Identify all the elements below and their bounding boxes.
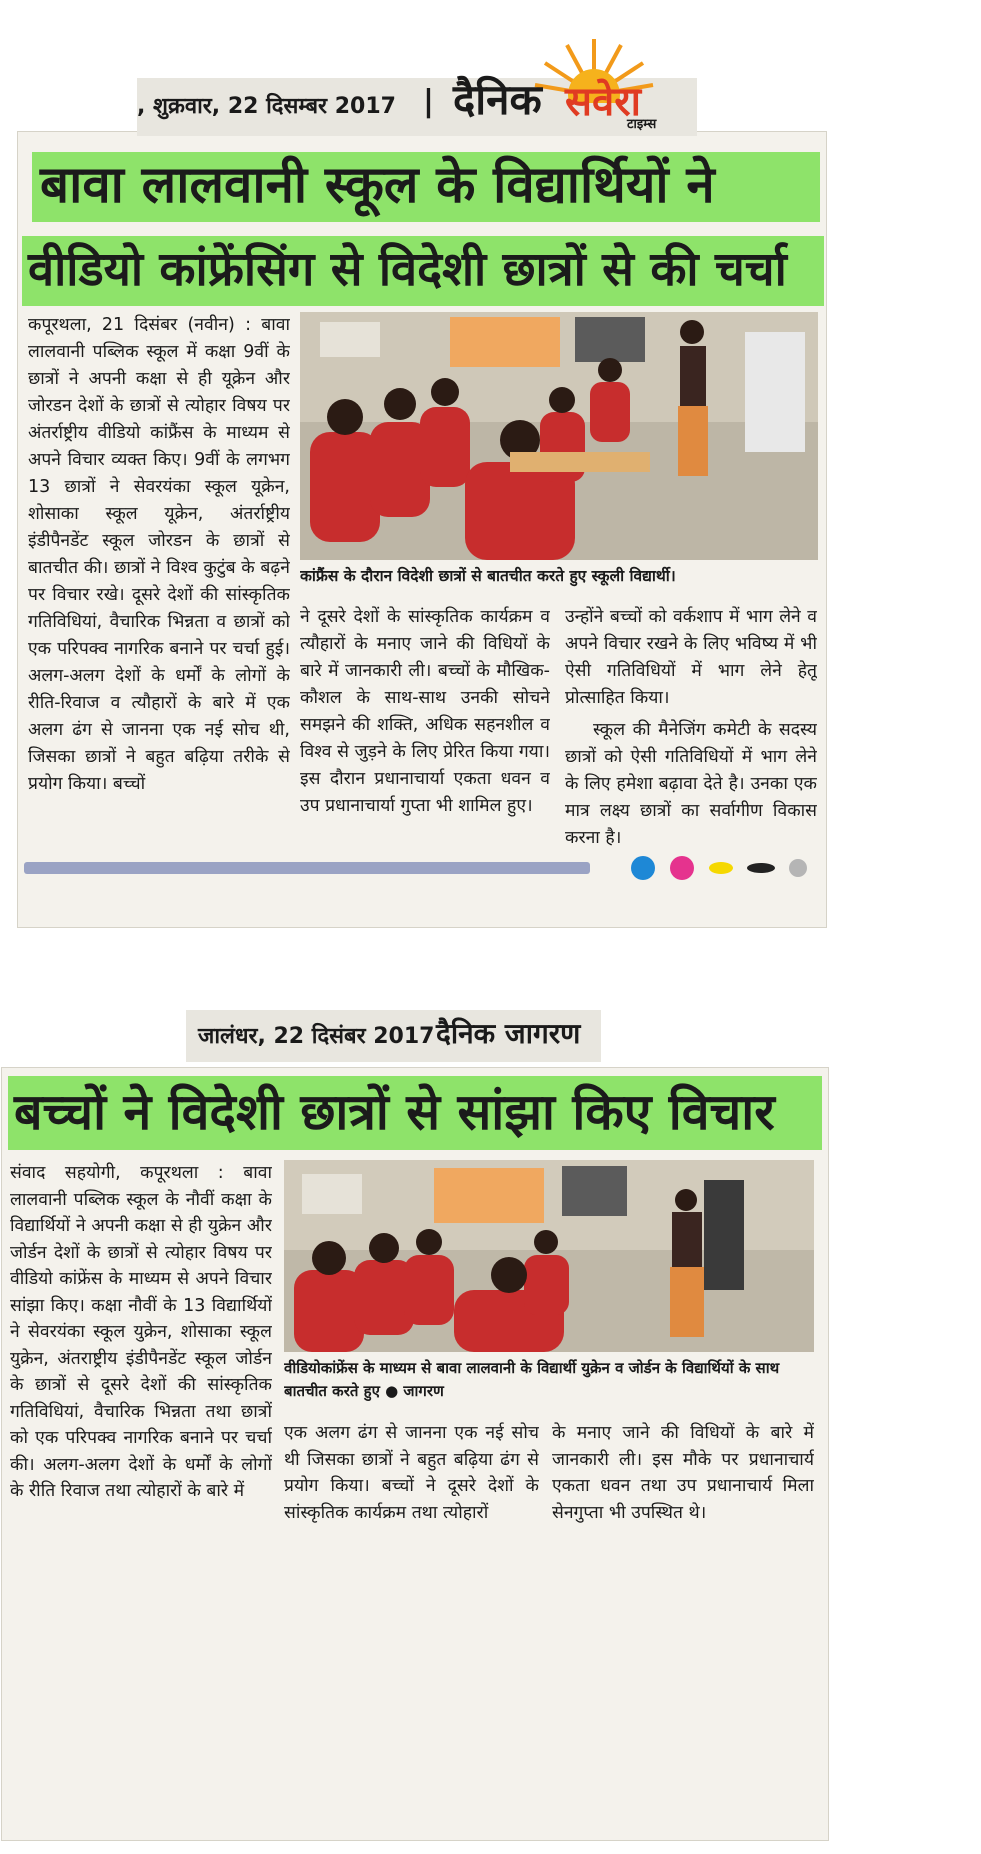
classroom-photo [300,312,818,560]
article-column-1: कपूरथला, 21 दिसंबर (नवीन) : बावा लालवानी पब्लिक स्कूल में कक्षा 9वीं के छात्रों ने अपनी कक्षा से ही यूक्रेन और जोरडन देशों के छात्रों से त्योहार विषय पर अंतर्राष्ट्रीय वीडियो कांफ्रैंस के माध्यम से अपने विचार व्यक्त किए। 9वीं के लगभग 13 छात्रों ने सेवरयंका स्कूल यूक्रेन, शोसाका स्कूल यूक्रेन, अंतर्राष्ट्रीय इंडीपैनडेंट स्कूल जोरडन के छात्रों से बातचीत की। छात्रों ने विश्व कुटुंब के बढ़ने पर विचार रखे। दूसरे देशों की सांस्कृतिक गतिविधियां, वैचारिक भिन्नता व छात्रों को एक परिपक्व नागरिक बनाने पर चर्चा हुई। अलग-अलग देशों के धर्मों के लोगों के रीति-रिवाज व त्यौहारों के बारे में एक अलग ढंग से जानना एक नई सोच थी, जिसका छात्रों ने बहुत बढ़िया तरीके से प्रयोग किया। बच्चों [28,315,290,794]
register-mark-yellow [709,862,733,874]
masthead-separator: | [423,84,434,119]
classroom-scene-illustration [284,1160,814,1352]
paper-name-dainik: दैनिक [453,75,542,124]
headline-line-1: बावा लालवानी स्कूल के विद्यार्थियों ने [32,152,820,222]
headline: बच्चों ने विदेशी छात्रों से सांझा किए विचार [8,1076,822,1150]
publication-date: , शुक्रवार, 22 दिसम्बर 2017 [137,94,396,119]
photo-caption: कांफ्रैंस के दौरान विदेशी छात्रों से बातचीत करते हुए स्कूली विद्यार्थी। [300,567,676,585]
photo-caption: वीडियोकांफ्रेंस के माध्यम से बावा लालवानी के विद्यार्थी युक्रेन व जोर्डन के विद्यार्थियों के साथ बातचीत करते हुए ● जागरण [284,1359,780,1400]
color-register-marks [628,852,813,882]
publication-date: जालंधर, 22 दिसंबर 2017 [198,1024,435,1049]
article-column-3b: स्कूल की मैनेजिंग कमेटी के सदस्य छात्रों को ऐसी गतिविधियों में भाग लेने के लिए हमेशा बढ़ावा देते है। उनका एक मात्र लक्ष्य छात्रों का सर्वागीण विकास करना है। [565,720,817,848]
masthead-dainik-savera [137,75,697,136]
article-column-3: के मनाए जाने की विधियों के बारे में जानकारी ली। इस मौके पर प्रधानाचार्य एकता धवन तथा उप प्रधानाचार्य मिला सेनगुप्ता भी उपस्थित थे। [552,1423,814,1523]
register-mark-black [747,863,775,873]
article-column-2: ने दूसरे देशों के सांस्कृतिक कार्यक्रम व त्यौहारों के मनाए जाने की विधियों के बारे में जानकारी ली। बच्चों के मौखिक-कौशल के साथ-साथ उनकी सोचने समझने की शक्ति, अधिक सहनशील व विश्व से जुड़ने के लिए प्रेरित किया गया। इस दौरान प्रधानाचार्या एकता धवन व उप प्रधानाचार्या गुप्ता भी शामिल हुए। [300,607,550,816]
register-mark-grey [789,859,807,877]
paper-name: दैनिक जागरण [436,1017,581,1050]
register-mark-cyan [631,856,655,880]
headline-line-2: वीडियो कांफ्रेंसिंग से विदेशी छात्रों से की चर्चा [22,236,824,306]
paper-name-savera: सवेरा [565,79,641,125]
classroom-scene-illustration [300,312,818,560]
paper-name-times: टाइम्स [627,117,657,132]
register-mark-magenta [670,856,694,880]
article-column-1: संवाद सहयोगी, कपूरथला : बावा लालवानी पब्लिक स्कूल के नौवीं कक्षा के विद्यार्थियों ने अपनी कक्षा से ही युक्रेन और जोर्डन देशों के छात्रों से त्योहार विषय पर वीडियो कांफ्रेंस के माध्यम से अपने विचार सांझा किए। कक्षा नौवीं के 13 विद्यार्थियों ने सेवरयंका स्कूल युक्रेन, शोसाका स्कूल युक्रेन, अंतराष्ट्रीय इंडीपैनडेंट स्कूल जोर्डन के छात्रों से दूसरे देशों की सांस्कृतिक गतिविधियां, वैचारिक भिन्नता तथा छात्रों को एक परिपक्व नागरिक बनाने पर चर्चा की। अलग-अलग देशों के धर्मों के लोगों के रीति रिवाज तथा त्योहारों के बारे में [10,1163,272,1501]
classroom-photo [284,1160,814,1352]
article-column-3a: उन्होंने बच्चों को वर्कशाप में भाग लेने व अपने विचार रखने के लिए भविष्य में भी ऐसी गतिविधियों में भाग लेने हेतू प्रोत्साहित किया। [565,607,817,708]
footer-rule [24,862,590,874]
masthead-dainik-jagran [186,1010,601,1062]
article-column-2: एक अलग ढंग से जानना एक नई सोच थी जिसका छात्रों ने बहुत बढ़िया ढंग से प्रयोग किया। बच्चों ने दूसरे देशों के सांस्कृतिक कार्यक्रम तथा त्योहारों [284,1423,539,1523]
